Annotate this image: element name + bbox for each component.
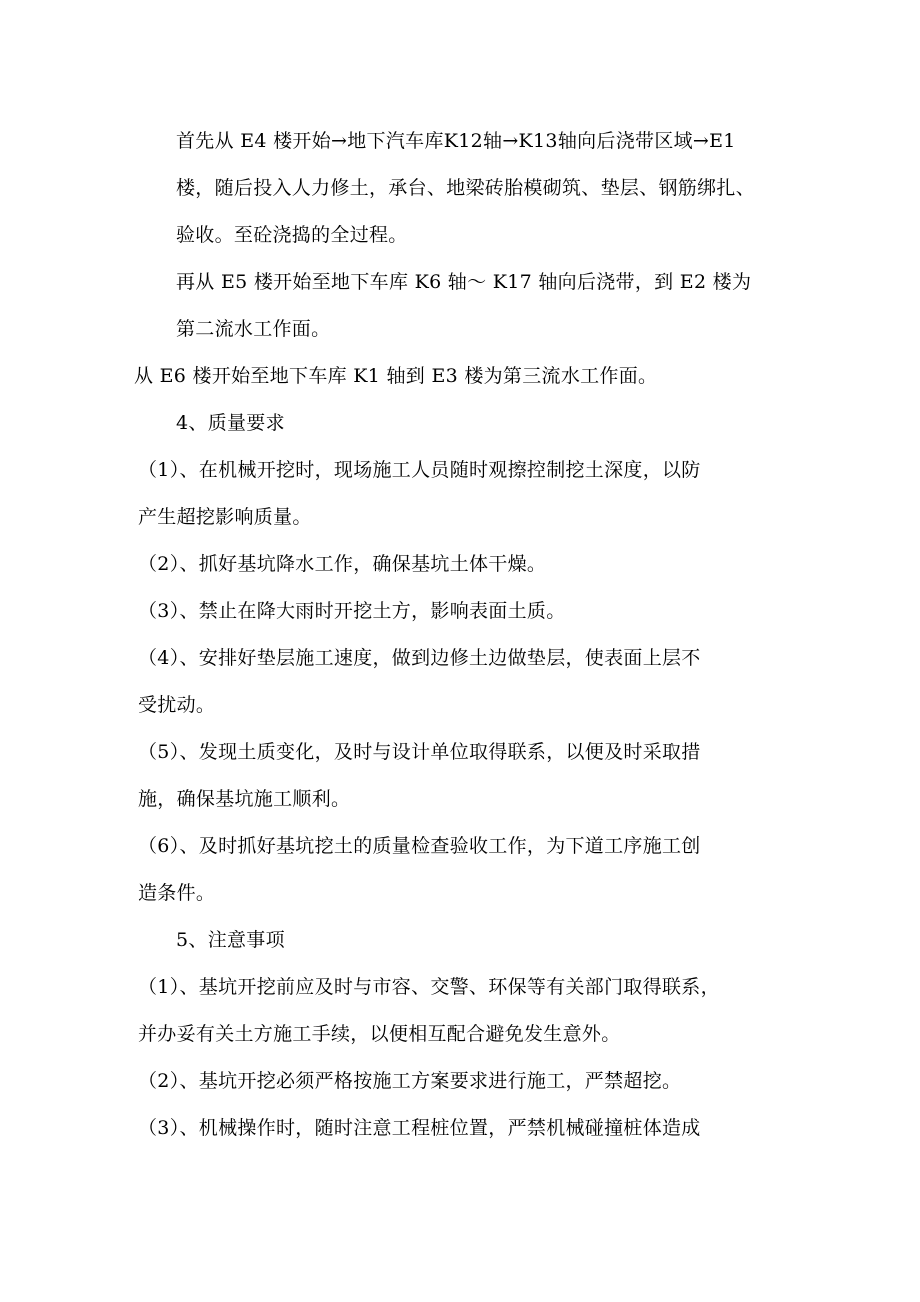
paragraph: [138, 1058, 788, 1105]
paragraph: [138, 588, 788, 635]
text-line: （3）、机械操作时，随时注意工程桩位置，严禁机械碰撞桩体造成: [138, 1117, 701, 1139]
text-line: （6）、及时抓好基坑挖土的质量检查验收工作，为下道工序施工创: [138, 835, 701, 857]
section-heading: [138, 400, 788, 447]
text-line: （2）、抓好基坑降水工作，确保基坑土体干燥。: [138, 553, 547, 575]
text-line: 从 E6 楼开始至地下车库 K1 轴到 E3 楼为第三流水工作面。: [134, 365, 658, 387]
text-line: （1）、基坑开挖前应及时与市容、交警、环保等有关部门取得联系，: [138, 976, 720, 998]
document-body: [134, 118, 788, 1152]
paragraph: [138, 541, 788, 588]
paragraph: [138, 823, 788, 917]
text-line: 验收。至砼浇捣的全过程。: [176, 224, 408, 246]
paragraph: [138, 729, 788, 823]
paragraph: [138, 259, 788, 353]
text-line: （3）、禁止在降大雨时开挖土方，影响表面土质。: [138, 600, 566, 622]
text-line: 首先从 E4 楼开始→地下汽车库K12轴→K13轴向后浇带区域→E1: [176, 130, 736, 152]
paragraph: [138, 118, 788, 259]
text-line: 楼，随后投入人力修土，承台、地梁砖胎模砌筑、垫层、钢筋绑扎、: [176, 177, 756, 199]
text-line: （1）、在机械开挖时，现场施工人员随时观擦控制挖土深度，以防: [138, 459, 701, 481]
paragraph: [138, 635, 788, 729]
text-line: （2）、基坑开挖必须严格按施工方案要求进行施工，严禁超挖。: [138, 1070, 682, 1092]
text-line: 第二流水工作面。: [176, 318, 331, 340]
text-line: 造条件。: [138, 882, 216, 904]
text-line: （4）、安排好垫层施工速度，做到边修土边做垫层，使表面上层不: [138, 647, 701, 669]
paragraph: [138, 447, 788, 541]
text-line: 并办妥有关土方施工手续，以便相互配合避免发生意外。: [138, 1023, 621, 1045]
text-line: 受扰动。: [138, 694, 216, 716]
text-line: 5、注意事项: [176, 929, 285, 951]
paragraph: [138, 1105, 788, 1152]
text-line: 4、质量要求: [176, 412, 285, 434]
text-line: （5）、发现土质变化，及时与设计单位取得联系，以便及时采取措: [138, 741, 701, 763]
text-line: 产生超挖影响质量。: [138, 506, 312, 528]
text-line: 再从 E5 楼开始至地下车库 K6 轴～ K17 轴向后浇带，到 E2 楼为: [176, 271, 752, 293]
section-heading: [138, 917, 788, 964]
text-line: 施，确保基坑施工顺利。: [138, 788, 351, 810]
paragraph: [134, 353, 788, 400]
paragraph: [138, 964, 788, 1058]
